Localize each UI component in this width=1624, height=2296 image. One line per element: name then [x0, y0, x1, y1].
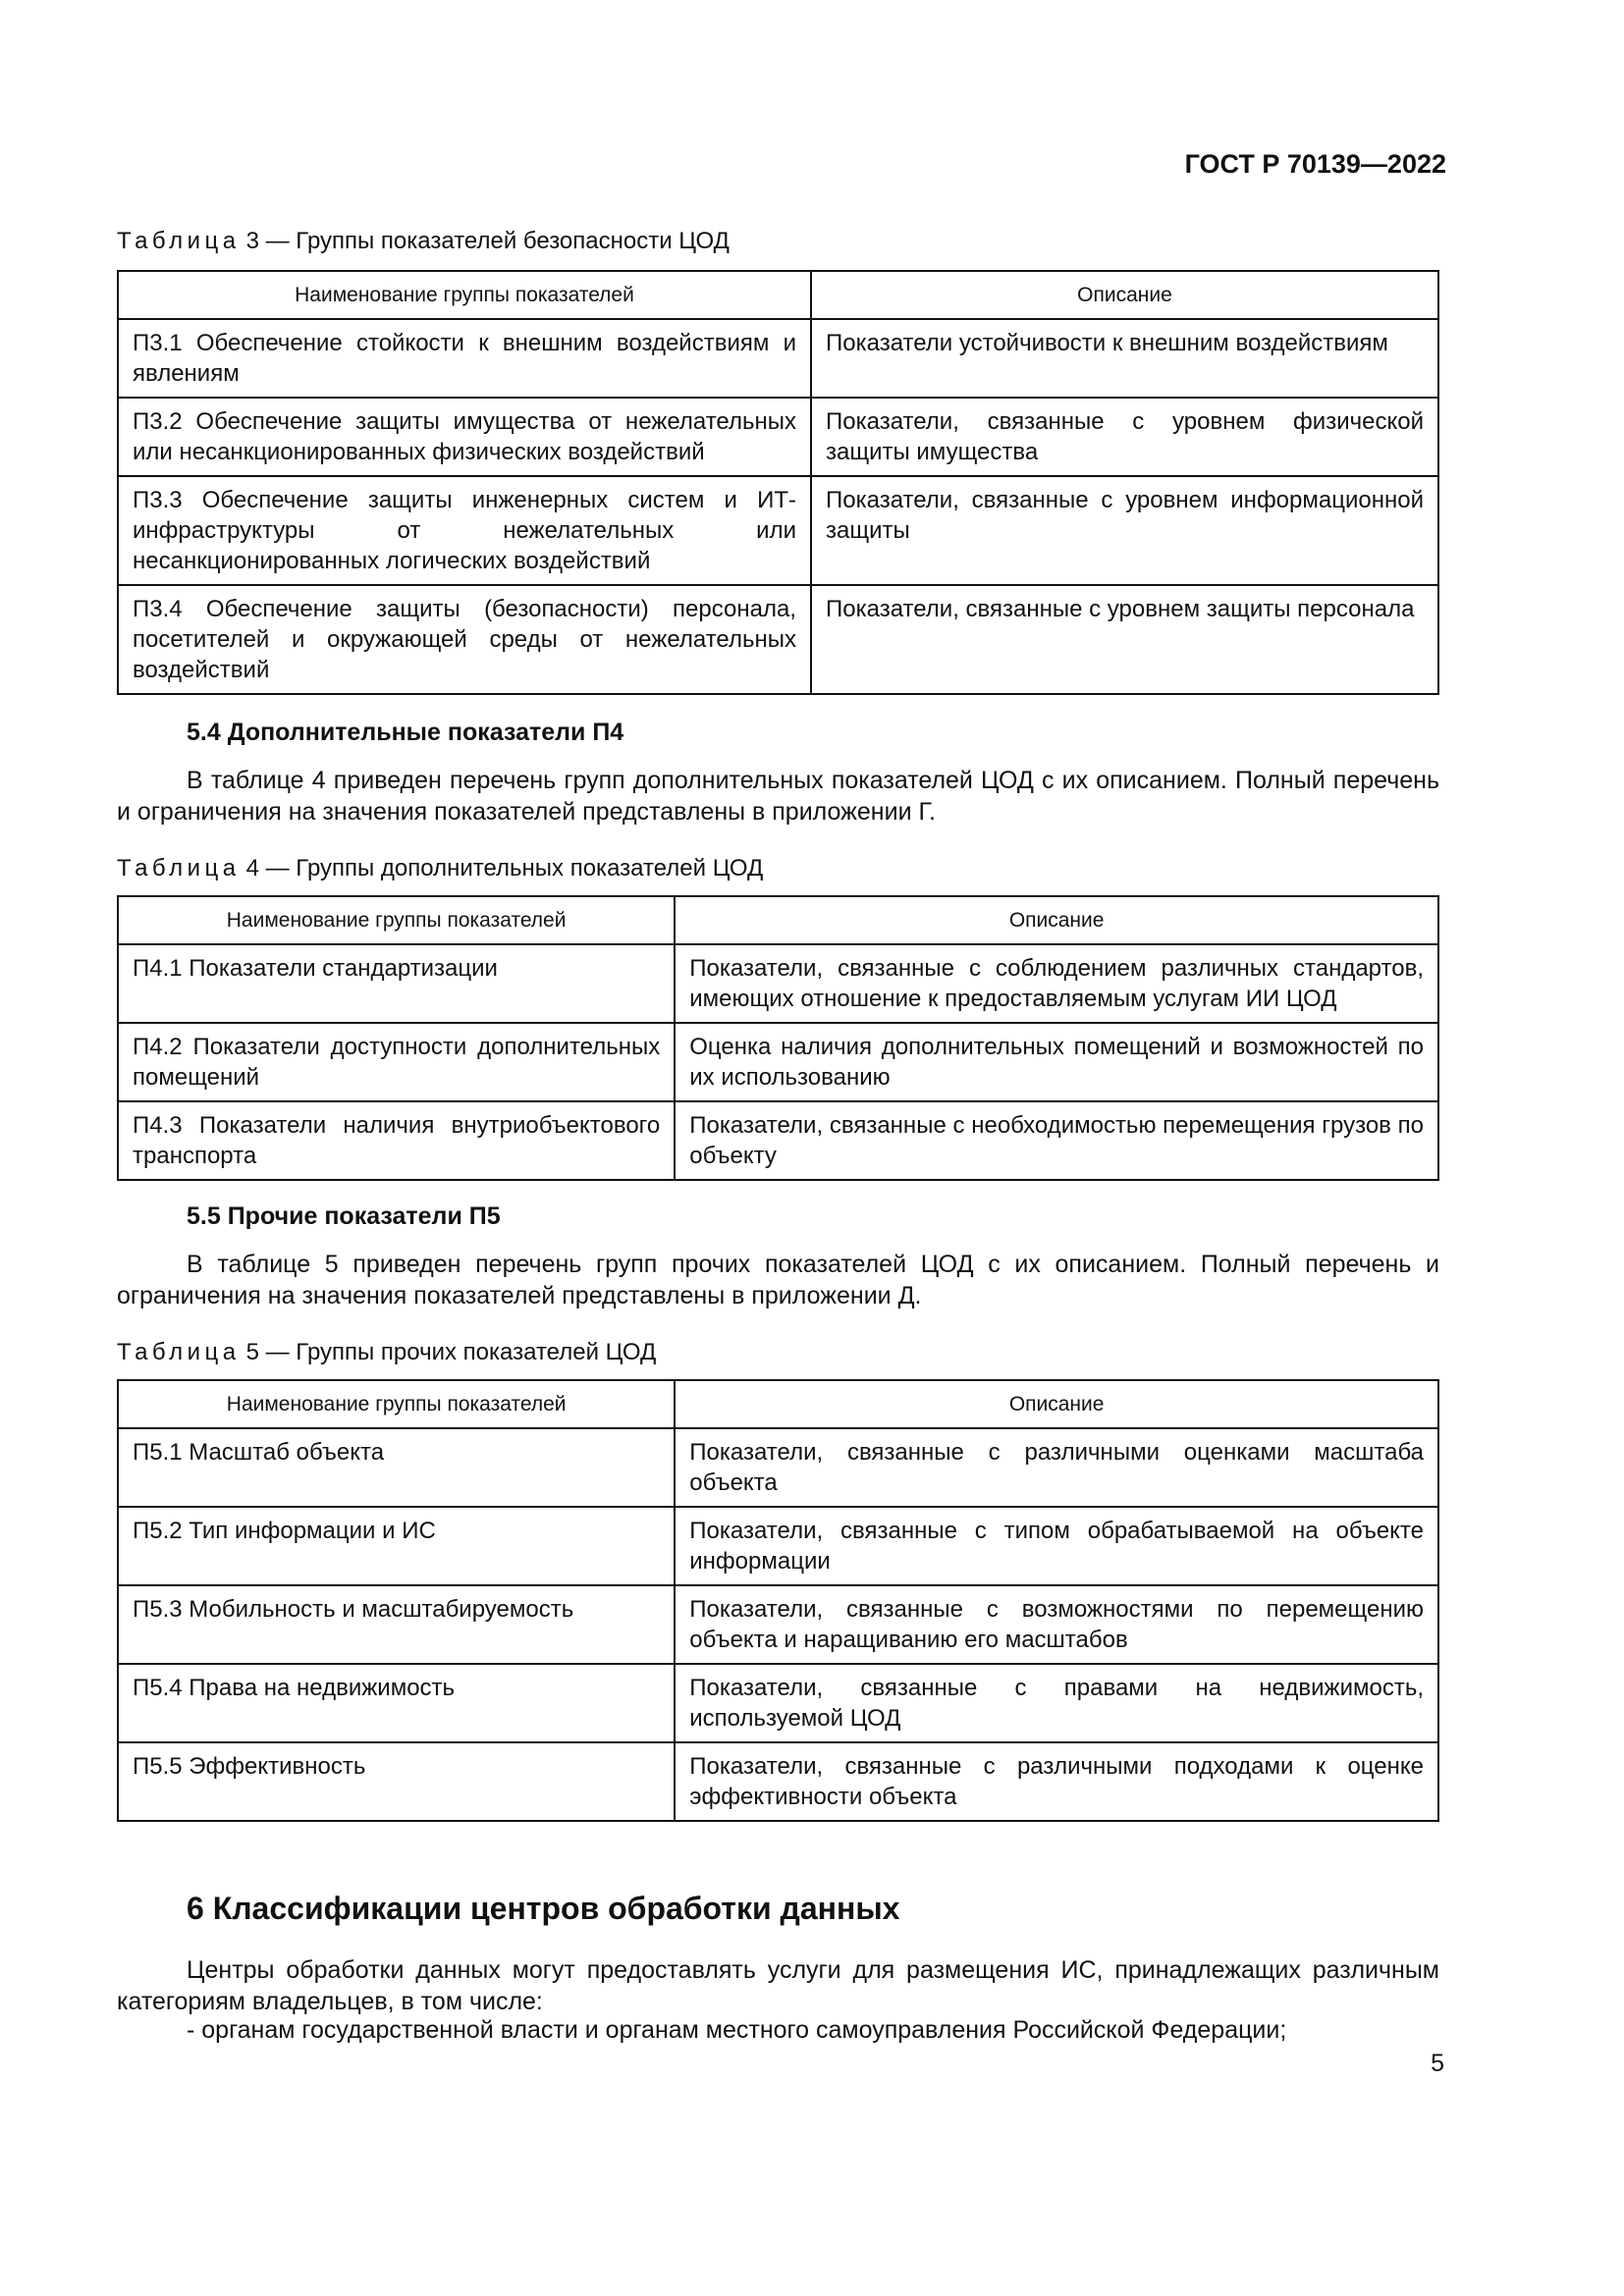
table-row	[118, 1585, 1438, 1664]
column-header: Наименование группы показателей	[118, 271, 811, 319]
column-header: Описание	[811, 271, 1438, 319]
table-5-caption	[117, 1339, 656, 1366]
table-header-row	[118, 271, 1438, 319]
table-cell: Показатели, связанные с уровнем физической защиты имущества	[811, 398, 1438, 476]
table-3-caption	[117, 228, 730, 255]
table-cell: Оценка наличия дополнительных помещений и возможностей по их использованию	[675, 1023, 1438, 1101]
table-row	[118, 319, 1438, 398]
table-cell: П4.2 Показатели доступности дополнительных помещений	[118, 1023, 675, 1101]
table-4-caption	[117, 855, 763, 882]
table-cell: Показатели, связанные с различными подходами к оценке эффективности объекта	[675, 1742, 1438, 1821]
table-3-caption-word: Таблица	[117, 228, 241, 254]
table-cell: Показатели, связанные с типом обрабатываемой на объекте информации	[675, 1507, 1438, 1585]
table-cell: Показатели, связанные с соблюдением различных стандартов, имеющих отношение к предоставляемым услугам ИИ ЦОД	[675, 944, 1438, 1023]
section-5-5-paragraph: В таблице 5 приведен перечень групп прочих показателей ЦОД с их описанием. Полный перечень и ограничения на значения показателей представлены в приложении Д.	[117, 1251, 1439, 1309]
column-header: Наименование группы показателей	[118, 896, 675, 944]
table-cell: П5.3 Мобильность и масштабируемость	[118, 1585, 675, 1664]
section-6-heading: 6 Классификации центров обработки данных	[187, 1891, 900, 1926]
table-5-caption-text: 5 — Группы прочих показателей ЦОД	[245, 1339, 657, 1365]
document-code: ГОСТ Р 70139—2022	[1184, 149, 1446, 179]
section-5-4-paragraph: В таблице 4 приведен перечень групп дополнительных показателей ЦОД с их описанием. Полный перечень и ограничения на значения показателей представлены в приложении Г.	[117, 767, 1439, 826]
table-cell: П4.1 Показатели стандартизации	[118, 944, 675, 1023]
column-header: Описание	[675, 896, 1438, 944]
table-5	[117, 1379, 1439, 1822]
section-6-paragraph: Центры обработки данных могут предоставлять услуги для размещения ИС, принадлежащих различным категориям владельцев, в том числе:	[117, 1956, 1439, 2015]
table-row	[118, 585, 1438, 694]
table-cell: П3.4 Обеспечение защиты (безопасности) персонала, посетителей и окружающей среды от нежелательных воздействий	[118, 585, 811, 694]
table-row	[118, 1507, 1438, 1585]
table-row	[118, 1664, 1438, 1742]
table-cell: Показатели, связанные с возможностями по перемещению объекта и наращиванию его масштабов	[675, 1585, 1438, 1664]
table-cell: Показатели, связанные с различными оценками масштаба объекта	[675, 1428, 1438, 1507]
column-header: Наименование группы показателей	[118, 1380, 675, 1428]
table-cell: Показатели, связанные с уровнем защиты персонала	[811, 585, 1438, 694]
table-cell: П3.1 Обеспечение стойкости к внешним воздействиям и явлениям	[118, 319, 811, 398]
column-header: Описание	[675, 1380, 1438, 1428]
table-row	[118, 1742, 1438, 1821]
page-number: 5	[1431, 2050, 1444, 2077]
table-5-caption-word: Таблица	[117, 1339, 241, 1365]
table-cell: П3.3 Обеспечение защиты инженерных систем и ИТ-инфраструктуры от нежелательных или несанкционированных логических воздействий	[118, 476, 811, 585]
table-header-row	[118, 1380, 1438, 1428]
section-5-4-heading: 5.4 Дополнительные показатели П4	[187, 719, 624, 746]
table-cell: Показатели, связанные с правами на недвижимость, используемой ЦОД	[675, 1664, 1438, 1742]
table-4-caption-text: 4 — Группы дополнительных показателей ЦОД	[245, 855, 764, 881]
table-4-caption-word: Таблица	[117, 855, 241, 881]
table-cell: П3.2 Обеспечение защиты имущества от нежелательных или несанкционированных физических воздействий	[118, 398, 811, 476]
table-cell: П5.4 Права на недвижимость	[118, 1664, 675, 1742]
table-cell: П5.5 Эффективность	[118, 1742, 675, 1821]
table-row	[118, 1428, 1438, 1507]
table-row	[118, 1023, 1438, 1101]
table-row	[118, 1101, 1438, 1180]
table-cell: Показатели, связанные с необходимостью перемещения грузов по объекту	[675, 1101, 1438, 1180]
table-cell: П5.1 Масштаб объекта	[118, 1428, 675, 1507]
table-cell: Показатели устойчивости к внешним воздействиям	[811, 319, 1438, 398]
section-6-list-item: - органам государственной власти и органам местного самоуправления Российской Федерации;	[187, 2016, 1287, 2044]
table-4	[117, 895, 1439, 1181]
table-row	[118, 398, 1438, 476]
section-5-5-heading: 5.5 Прочие показатели П5	[187, 1202, 501, 1230]
table-cell: П4.3 Показатели наличия внутриобъектового транспорта	[118, 1101, 675, 1180]
table-row	[118, 944, 1438, 1023]
table-3-caption-text: 3 — Группы показателей безопасности ЦОД	[245, 228, 730, 254]
table-header-row	[118, 896, 1438, 944]
table-3	[117, 270, 1439, 695]
table-cell: П5.2 Тип информации и ИС	[118, 1507, 675, 1585]
table-row	[118, 476, 1438, 585]
table-cell: Показатели, связанные с уровнем информационной защиты	[811, 476, 1438, 585]
